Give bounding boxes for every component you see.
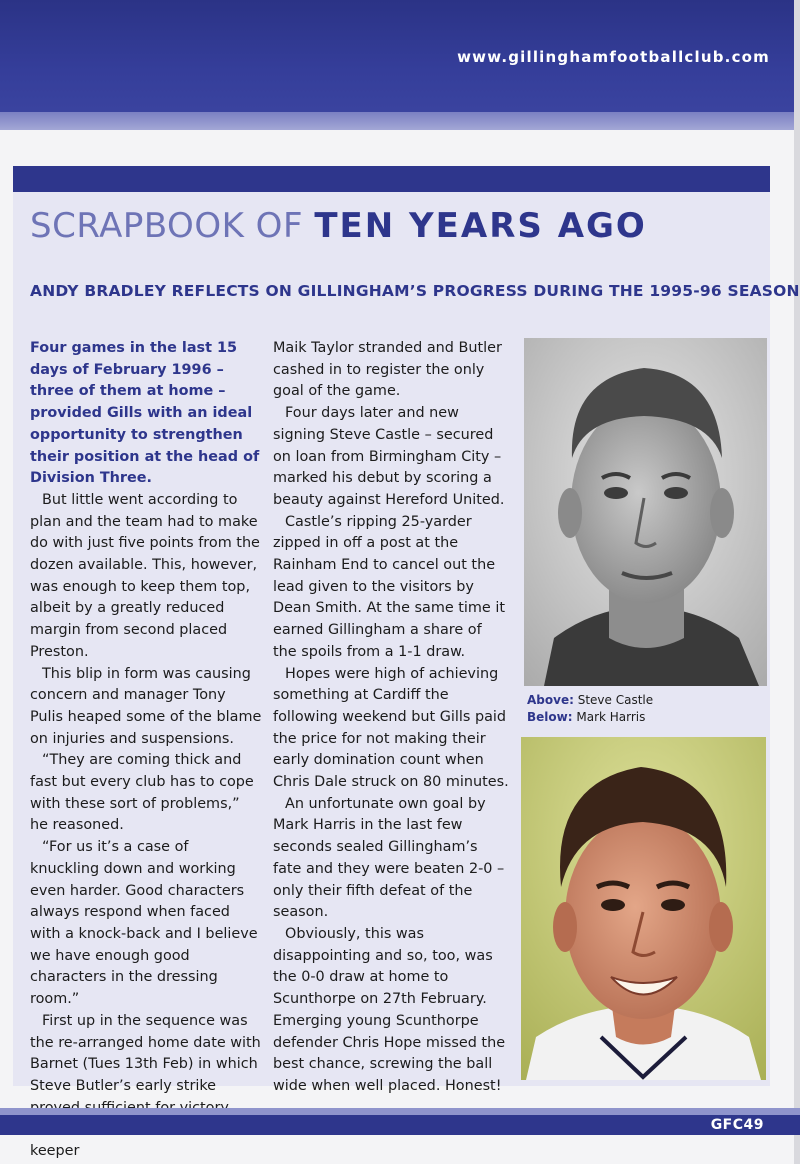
header-stripe bbox=[0, 112, 800, 130]
paragraph: Four days later and new signing Steve Castle – secured on loan from Birmingham City – marked his debut by scoring a beauty against Hereford United. bbox=[273, 405, 505, 508]
paragraph: But little went according to plan and the team had to make do with just five points from the dozen available. This, however, was enough to keep them top, albeit by a greatly reduced margin from second placed Preston. bbox=[30, 491, 260, 660]
paragraph: First up in the sequence was the re-arranged home date with Barnet (Tues 13th Feb) in which Steve Butler’s early strike keeper bbox=[30, 1012, 261, 1160]
footer-stripe bbox=[0, 1108, 800, 1115]
photo-mark-harris bbox=[521, 737, 766, 1080]
paragraph: This blip in form was causing concern and manager Tony Pulis heaped some of the blame on injuries and suspensions. bbox=[30, 665, 262, 747]
caption-above-name: Steve Castle bbox=[577, 693, 654, 707]
paragraph: Maik Taylor stranded and Butler cashed in to register the only goal of the game. bbox=[273, 340, 502, 400]
page-number: GFC49 bbox=[710, 1117, 764, 1133]
caption-below-name: Mark Harris bbox=[576, 710, 646, 724]
paragraph: “For us it’s a case of knuckling down and working even harder. Good characters always respond when faced with a knock-back and I believe we have enough good characters in the dressing room.” bbox=[30, 839, 258, 1008]
article-title bbox=[30, 206, 647, 246]
title-bold: TEN YEARS AGO bbox=[314, 206, 647, 246]
paragraph: Castle’s ripping 25-yarder zipped in off a post at the Rainham End to cancel out the lead given to the visitors by Dean Smith. At the same time it earned Gillingham a share of the spoils from a 1-1 draw. bbox=[273, 513, 505, 660]
lead-paragraph: Four games in the last 15 days of February 1996 – three of them at home – provided Gills with an ideal opportunity to strengthen their position at the head of Division Three. bbox=[30, 340, 260, 487]
paragraph: “They are coming thick and fast but every club has to cope with these sort of problems,” he reasoned. bbox=[30, 752, 254, 834]
photo-caption bbox=[527, 692, 653, 726]
article-top-bar bbox=[13, 166, 770, 192]
portrait-colour-image bbox=[521, 737, 766, 1080]
paragraph: Obviously, this was disappointing and so, too, was the 0-0 draw at home to Scunthorpe on 27th February. Emerging young Scunthorpe defender Chris Hope missed the best chance, screwing the ball wide when well placed. Honest! bbox=[273, 925, 506, 1094]
paragraph: An unfortunate own goal by Mark Harris in the last few seconds sealed Gillingham’s fate and they were beaten 2-0 – only their fifth defeat of the season. bbox=[273, 795, 505, 921]
paragraph: Hopes were high of achieving something at Cardiff the following weekend but Gills paid the price for not making their early domination count when Chris Dale struck on 80 minutes. bbox=[273, 665, 509, 791]
footer-band bbox=[0, 1115, 800, 1135]
text-column-2 bbox=[273, 338, 509, 1098]
page-edge bbox=[794, 0, 800, 1164]
portrait-bw-image bbox=[524, 338, 767, 686]
article-subtitle: ANDY BRADLEY REFLECTS ON GILLINGHAM’S PROGRESS DURING THE 1995-96 SEASON bbox=[30, 282, 800, 300]
caption-above-label: Above: bbox=[527, 693, 574, 707]
title-light: SCRAPBOOK OF bbox=[30, 206, 304, 246]
club-url[interactable]: www.gillinghamfootballclub.com bbox=[457, 48, 770, 66]
text-column-1 bbox=[30, 338, 262, 1163]
caption-below-label: Below: bbox=[527, 710, 573, 724]
photo-steve-castle bbox=[524, 338, 767, 686]
